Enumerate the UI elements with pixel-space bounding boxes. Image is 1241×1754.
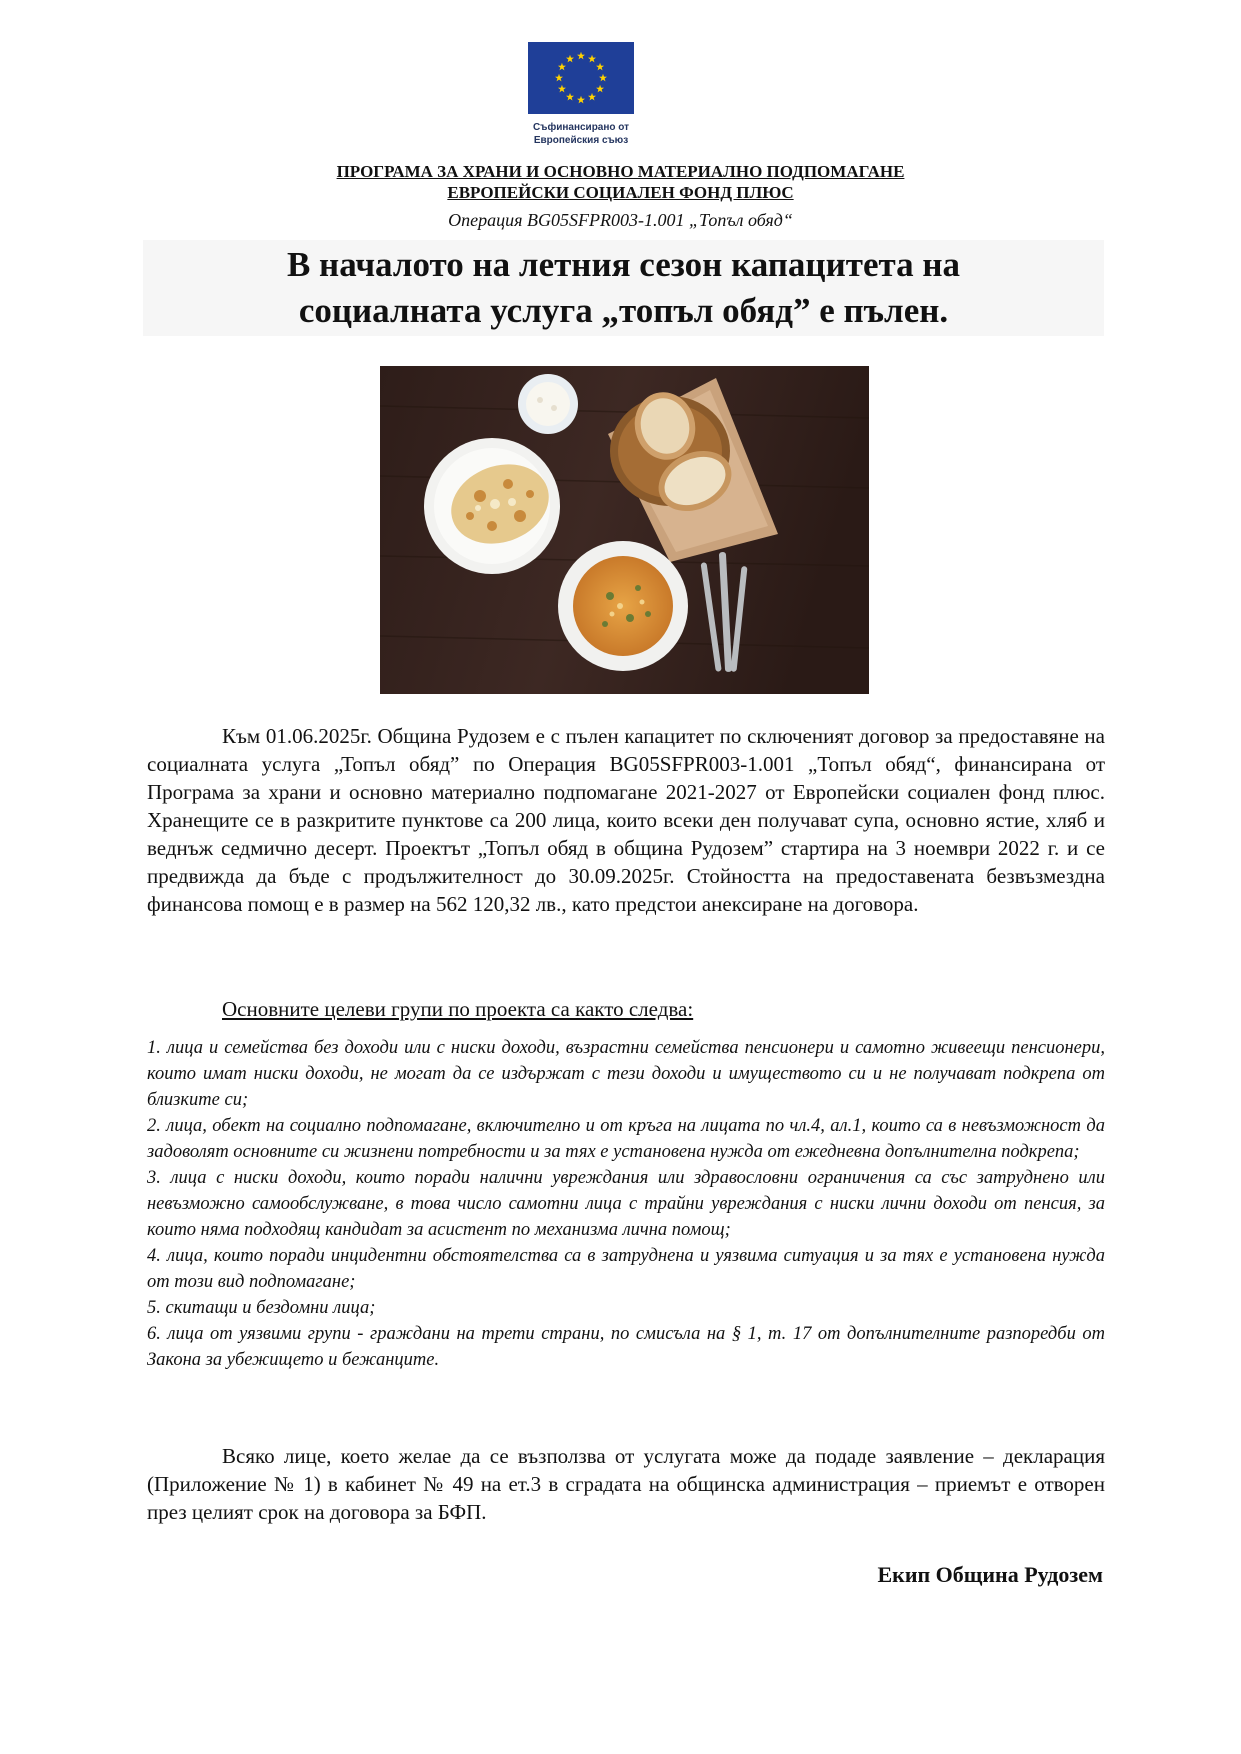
target-group-item: 4. лица, които поради инцидентни обстоятелства са в затруднена и уязвима ситуация и за тях е установена нужда от този вид подпомагане; bbox=[147, 1246, 1105, 1292]
programme-line-2: ЕВРОПЕЙСКИ СОЦИАЛЕН ФОНД ПЛЮС bbox=[447, 183, 794, 202]
signature: Екип Община Рудозем bbox=[877, 1562, 1103, 1587]
target-groups-heading: Основните целеви групи по проекта са както следва: bbox=[222, 997, 694, 1021]
paragraph-intro: Към 01.06.2025г. Община Рудозем е с пълен капацитет по сключеният договор за предоставяне на социалната услуга „Топъл обяд” по Операция BG05SFPR003-1.001 „Топъл обяд“, финансирана от Програма за храни и основно материално подпомагане 2021-2027 от Европейски социален фонд плюс. Хранещите се в разкритите пунктове са 200 лица, които всеки ден получават супа, основно ястие, хляб и веднъж седмично десерт. Проектът „Топъл обяд в община Рудозем” стартира на 3 ноември 2022 г. и се предвижда да бъде с продължителност до 30.09.2025г. Стойността на предоставената безвъзмездна финансова помощ е в размер на 562 120,32 лв., като предстои анексиране на договора. bbox=[147, 724, 1105, 916]
headline bbox=[143, 240, 1104, 336]
cofunded-label bbox=[527, 121, 635, 147]
paragraph-application: Всяко лице, което желае да се възползва от услугата може да подаде заявление – декларация (Приложение № 1) в кабинет № 49 на ет.3 в сградата на общинска администрация – приемът е отворен през целият срок на договора за БФП. bbox=[147, 1444, 1105, 1524]
target-group-item: 5. скитащи и бездомни лица; bbox=[147, 1298, 376, 1318]
headline-line-2: социалната услуга „топъл обяд” е пълен. bbox=[298, 291, 949, 330]
target-group-item: 1. лица и семейства без доходи или с ниски доходи, възрастни семейства пенсионери и самотно живеещи пенсионери, които имат ниски доходи, не могат да се издържат с тези доходи и имуществото си и не получават подкрепа от близките си; bbox=[147, 1038, 1105, 1110]
target-group-item: 3. лица с ниски доходи, които поради налични увреждания или здравословни ограничения са със затруднено или невъзможно самообслужване, в това число самотни лица с трайни увреждания с ниски лични доходи от пенсия, за които няма подходящ кандидат за асистент по механизма лична помощ; bbox=[147, 1168, 1105, 1240]
target-group-item: 2. лица, обект на социално подпомагане, включително и от кръга на лицата по чл.4, ал.1, които са в невъзможност да задоволят основните си жизнени потребности и за тях е установена нужда от ежедневна допълнителна подкрепа; bbox=[147, 1116, 1105, 1162]
target-group-item: 6. лица от уязвими групи - граждани на трети страни, по смисъла на § 1, т. 17 от допълнителните разпоредби от Закона за убежището и бежанците. bbox=[147, 1324, 1105, 1370]
cofunded-line-2: Европейския съюз bbox=[533, 135, 629, 146]
operation-subtitle: Операция BG05SFPR003-1.001 „Топъл обяд“ bbox=[448, 210, 793, 230]
eu-logo bbox=[527, 42, 635, 147]
meal-photo bbox=[380, 366, 869, 694]
target-groups-list bbox=[147, 1035, 1105, 1373]
eu-flag-icon bbox=[528, 42, 634, 114]
cofunded-line-1: Съфинансирано от bbox=[532, 122, 630, 133]
programme-line-1: ПРОГРАМА ЗА ХРАНИ И ОСНОВНО МАТЕРИАЛНО ПОДПОМАГАНЕ bbox=[336, 162, 905, 181]
headline-line-1: В началото на летния сезон капацитета на bbox=[286, 245, 961, 284]
programme-title bbox=[100, 161, 1141, 203]
